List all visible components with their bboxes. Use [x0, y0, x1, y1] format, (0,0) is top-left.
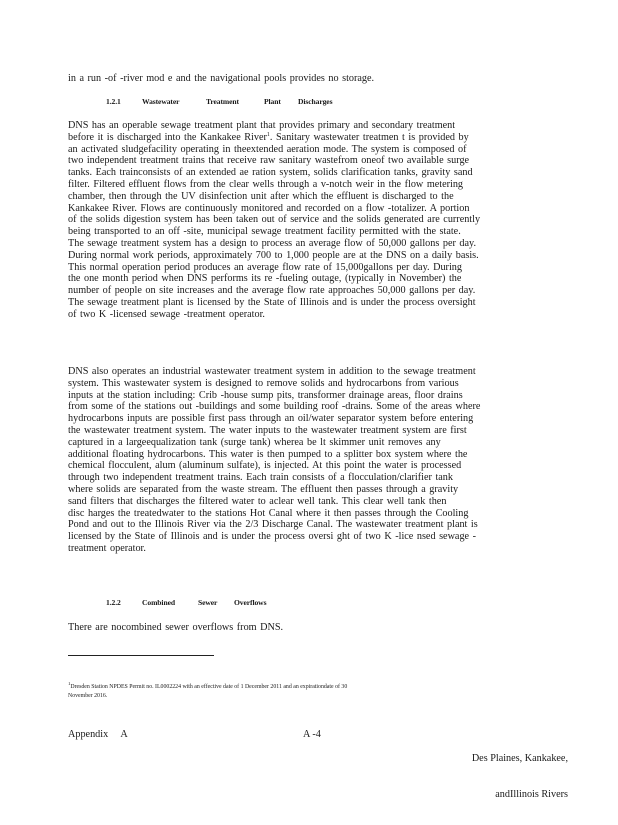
section-title-word: Treatment	[206, 97, 239, 106]
section-title-word: Sewer	[198, 598, 218, 607]
section-title-word: Discharges	[298, 97, 333, 106]
footnote-marker: 1	[68, 682, 71, 687]
section-heading-1-2-1	[106, 97, 332, 106]
footnote-divider	[68, 655, 214, 656]
footnote: $^1$Dresden Station NPDES Permit no. IL0002224 with an effective date of 1 December 2011 and an expirationdate of 30 November 2016.	[68, 682, 348, 699]
paragraph-industrial-wastewater: DNS also operates an industrial wastewater treatment system in addition to the sewage treatment system. This wastewater system is designed to remove solids and hydrocarbons from various inputs at the station including: Crib -house sump pits, transformer drainage areas, floor drains from some of the stations out -buildings and some building roof -drains. Some of the areas where hydrocarbons inputs are possible first pass through an oil/water separator system before entering the wastewater treatment system. The water inputs to the wastewater treatment system are first captured in a largeequalization tank (surge tank) wherea be lt skimmer unit removes any additional floating hydrocarbons. This water is then pumped to a splitter box system where the chemical flocculent, alum (aluminum sulfate), is injected. At this point the water is processed through two independent treatment trains. Each train consists of a flocculation/clarifier tank where solids are separated from the waste stream. The effluent then passes through a gravity sand filters that discharges the filtered water to aclear well tank. This clear well tank then disc harges the treatedwater to the stations Hot Canal where it then passes through the Cooling Pond and out to the Illinois River via the 2/3 Discharge Canal. The wastewater treatment plant is licensed by the State of Illinois and is under the process oversi ght of two K -lice nsed sewage - treatment operator.	[68, 366, 481, 554]
section-number: 1.2.1	[106, 97, 121, 106]
intro-line: in a run -of -river mod e and the navigational pools provides no storage.	[68, 73, 375, 84]
page-number: A -4	[303, 729, 321, 740]
paragraph-wastewater-plant: DNS has an operable sewage treatment plant that provides primary and secondary treatment before it is discharged into the Kankakee River$^1$. Sanitary wastewater treatmen t is provided by an activated sludgefacility operating in theextended aeration mode. The system is composed of two independent treatment trains that receive raw sanitary wastefrom oneof two available surge tanks. Each trainconsists of an extended ae ration system, solids clarification tanks, gravity sand filter. Filtered effluent flows from the clear wells through a v-notch weir in the flow metering chamber, then through the UV disinfection unit after which the effluent is discharged to the Kankakee River. Flows are continuously monitored and recorded on a flow -totalizer. A portion of the solids digestion system has been taken out of service and the solids generated are currently being transported to an off -site, municipal sewage treatment facility permitted with the state. The sewage treatment system has a design to process an average flow of 50,000 gallons per day. During normal work periods, approximately 700 to 1,000 people are at the DNS on a daily basis. This normal operation period produces an average flow rate of 15,000gallons per day. During the one month period when DNS performs its re -fueling outage, (typically in November) the number of people on site increases and the average flow rate approaches 50,000 gallons per day. The sewage treatment plant is licensed by the State of Illinois and is under the process oversight of two K -licensed sewage -treatment operator.	[68, 120, 481, 320]
section-number: 1.2.2	[106, 598, 121, 607]
footer-left: Appendix A	[68, 729, 128, 740]
section-title-word: Plant	[264, 97, 281, 106]
section-heading-1-2-2	[106, 598, 266, 607]
footnote-reference[interactable]: 1	[266, 131, 270, 138]
footer-right: Des Plaines, Kankakee, andIllinois Rivers	[471, 753, 568, 800]
paragraph-combined-sewer: There are nocombined sewer overflows from DNS.	[68, 622, 284, 633]
section-title-word: Combined	[142, 598, 175, 607]
section-title-word: Wastewater	[142, 97, 180, 106]
section-title-word: Overflows	[234, 598, 267, 607]
